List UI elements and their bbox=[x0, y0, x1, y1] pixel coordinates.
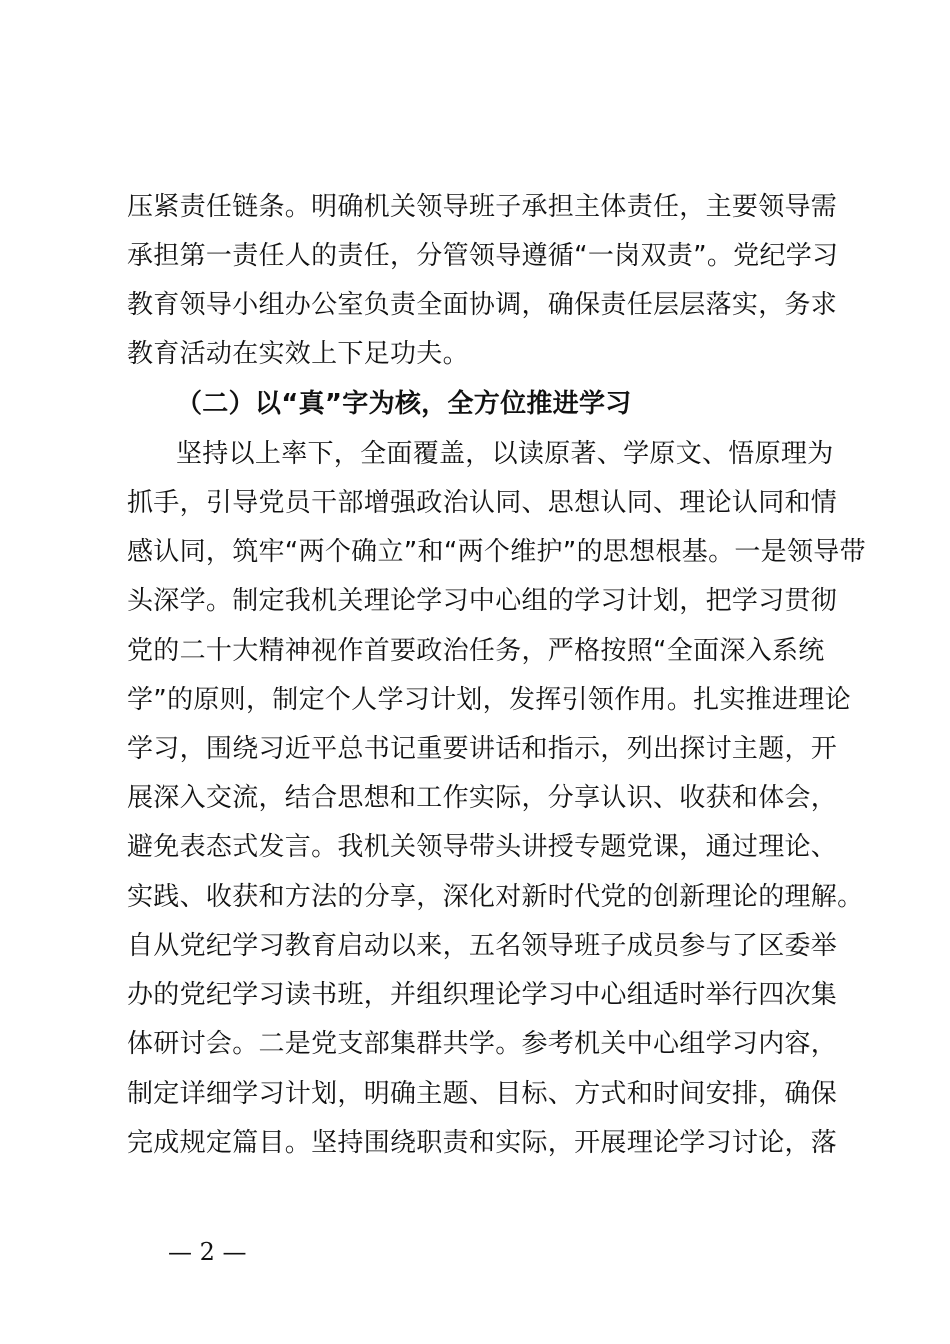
body-text-line: 承担第一责任人的责任，分管领导遵循“一岗双责”。党纪学习 bbox=[127, 241, 839, 271]
section-heading: （二）以“真”字为核，全方位推进学习 bbox=[176, 389, 632, 419]
body-text-line: 避免表态式发言。我机关领导带头讲授专题党课，通过理论、 bbox=[127, 832, 838, 862]
page-number: — 2 — bbox=[168, 1238, 247, 1266]
body-text-line: 感认同，筑牢“两个确立”和“两个维护”的思想根基。一是领导带 bbox=[127, 537, 866, 567]
body-text-line: 实践、收获和方法的分享，深化对新时代党的创新理论的理解。 bbox=[127, 882, 864, 912]
body-text-line: 自从党纪学习教育启动以来，五名领导班子成员参与了区委举 bbox=[127, 931, 838, 961]
body-text-line: 党的二十大精神视作首要政治任务，严格按照“全面深入系统 bbox=[127, 636, 825, 666]
body-text-line: 学习，围绕习近平总书记重要讲话和指示，列出探讨主题，开 bbox=[127, 734, 838, 764]
body-text-line: 教育活动在实效上下足功夫。 bbox=[127, 339, 469, 369]
body-text-line: 教育领导小组办公室负责全面协调，确保责任层层落实，务求 bbox=[127, 290, 838, 320]
body-text-line: 展深入交流，结合思想和工作实际，分享认识、收获和体会， bbox=[127, 783, 838, 813]
body-text-line: 头深学。制定我机关理论学习中心组的学习计划，把学习贯彻 bbox=[127, 586, 838, 616]
body-text-line: 抓手，引导党员干部增强政治认同、思想认同、理论认同和情 bbox=[127, 488, 838, 518]
body-text-line: 压紧责任链条。明确机关领导班子承担主体责任，主要领导需 bbox=[127, 192, 838, 222]
paragraph-first-line: 坚持以上率下，全面覆盖，以读原著、学原文、悟原理为 bbox=[176, 439, 834, 469]
body-text-line: 办的党纪学习读书班，并组织理论学习中心组适时举行四次集 bbox=[127, 980, 838, 1010]
body-text-line: 学”的原则，制定个人学习计划，发挥引领作用。扎实推进理论 bbox=[127, 685, 851, 715]
body-text-line: 制定详细学习计划，明确主题、目标、方式和时间安排，确保 bbox=[127, 1079, 838, 1109]
body-text-line: 完成规定篇目。坚持围绕职责和实际，开展理论学习讨论，落 bbox=[127, 1128, 838, 1158]
body-text-line: 体研讨会。二是党支部集群共学。参考机关中心组学习内容， bbox=[127, 1029, 838, 1059]
